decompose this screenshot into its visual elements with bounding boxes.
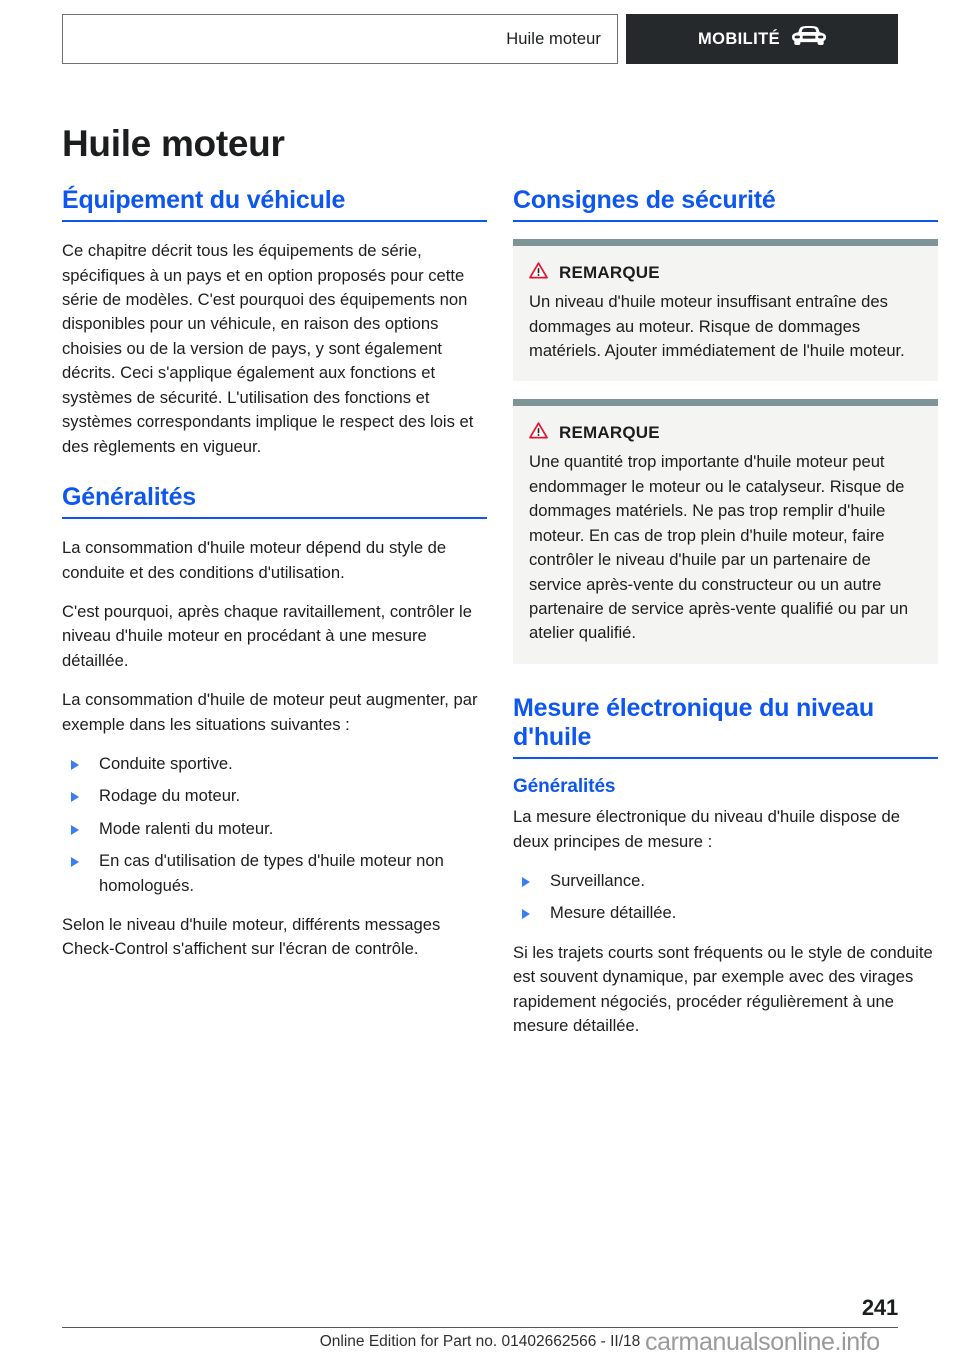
running-header [62,14,898,64]
list-item [62,784,487,808]
heading-consignes-de-securite: Consignes de sécurité [513,186,776,214]
paragraph-situations-intro: La consommation d'huile de moteur peut augmenter, par exemple dans les situations suivantes : [62,690,478,734]
note-label: REMARQUE [559,263,660,283]
left-column [62,186,487,962]
paragraph-intro: Ce chapitre décrit tous les équipements de série, spécifiques à un pays et en option proposés pour cette série de modèles. C'est pourquoi des équipements non disponibles pour un véhicule, en raison des options choisies ou de la version de pays, y sont également décrits. Ceci s'applique également aux fonctions et systèmes de sécurité. L'utilisation des fonctions et systèmes correspondants implique le respect des lois et des règlements en vigueur. [62,241,474,456]
page-title: Huile moteur [62,122,285,164]
note-label: REMARQUE [559,423,660,443]
paragraph-trajets-courts: Si les trajets courts sont fréquents ou le style de conduite est souvent dynamique, par exemple avec des virages rapidement négociés, procéder régulièrement à une mesure détaillée. [513,942,933,1036]
header-section-box [626,14,898,64]
paragraph-controler-niveau: C'est pourquoi, après chaque ravitaillement, contrôler le niveau d'huile moteur en procédant à une mesure détaillée. [62,601,472,670]
warning-triangle-icon [529,422,548,444]
list-item [62,817,487,841]
list-item [62,849,487,898]
note-box [513,399,938,663]
heading-rule [62,220,487,222]
bullet-list-principes [513,869,938,926]
heading-rule [513,757,938,759]
list-item-label: Conduite sportive. [99,754,233,773]
note-text: Un niveau d'huile moteur insuffisant entraîne des dommages au moteur. Risque de dommages matériels. Ajouter immédiatement de l'huile moteur. [529,292,905,361]
warning-triangle-icon [529,262,548,284]
heading-equipement-du-vehicule: Équipement du véhicule [62,186,346,214]
list-item [513,901,938,925]
footer-edition-text: Online Edition for Part no. 01402662566 - II/18 [319,1333,641,1350]
list-item-label: Mesure détaillée. [550,903,677,923]
note-header [513,406,938,450]
list-item-label: Mode ralenti du moteur. [99,818,274,838]
note-text: Une quantité trop importante d'huile moteur peut endommager le moteur ou le catalyseur. Risque de dommages matériels. Ne pas trop remplir d'huile moteur. En cas de trop plein d'huile moteur, faire contrôler le niveau d'huile par un partenaire de service après-vente du constructeur ou un autre partenaire de service après-vente qualifié ou par un atelier qualifié. [529,452,909,643]
paragraph-check-control: Selon le niveau d'huile moteur, différents messages Check-Control s'affichent sur l'écran de contrôle. [62,915,441,959]
triangle-bullet-icon [71,825,79,835]
page-number: 241 [861,1295,898,1320]
header-chapter-label: Huile moteur [506,29,601,48]
triangle-bullet-icon [522,909,530,919]
bullet-list-situations [62,752,487,898]
list-item [513,869,938,893]
heading-rule [62,517,487,519]
heading-rule [513,220,938,222]
subheading-generalites-right: Généralités [513,776,616,798]
watermark: carmanualsonline.info [645,1328,880,1356]
list-item-label: Surveillance. [550,871,646,891]
heading-mesure-electronique: Mesure électronique du niveau d'huile [513,693,874,751]
paragraph-principes-de-mesure: La mesure électronique du niveau d'huile dispose de deux principes de mesure : [513,807,900,851]
triangle-bullet-icon [71,857,79,867]
note-box [513,239,938,381]
car-front-icon [792,26,826,52]
list-item [62,752,487,776]
header-chapter-box [62,14,618,64]
note-top-bar [513,399,938,406]
paragraph-consommation-depend: La consommation d'huile moteur dépend du style de conduite et des conditions d'utilisation. [62,538,447,582]
note-top-bar [513,239,938,246]
right-column [513,186,938,1038]
header-section-label: MOBILITÉ [697,29,781,48]
heading-generalites-left: Généralités [62,482,196,511]
triangle-bullet-icon [522,877,530,887]
note-header [513,246,938,290]
triangle-bullet-icon [71,760,79,770]
list-item-label: Rodage du moteur. [99,786,241,806]
list-item-label: En cas d'utilisation de types d'huile moteur non homologués. [99,851,444,895]
triangle-bullet-icon [71,792,79,802]
